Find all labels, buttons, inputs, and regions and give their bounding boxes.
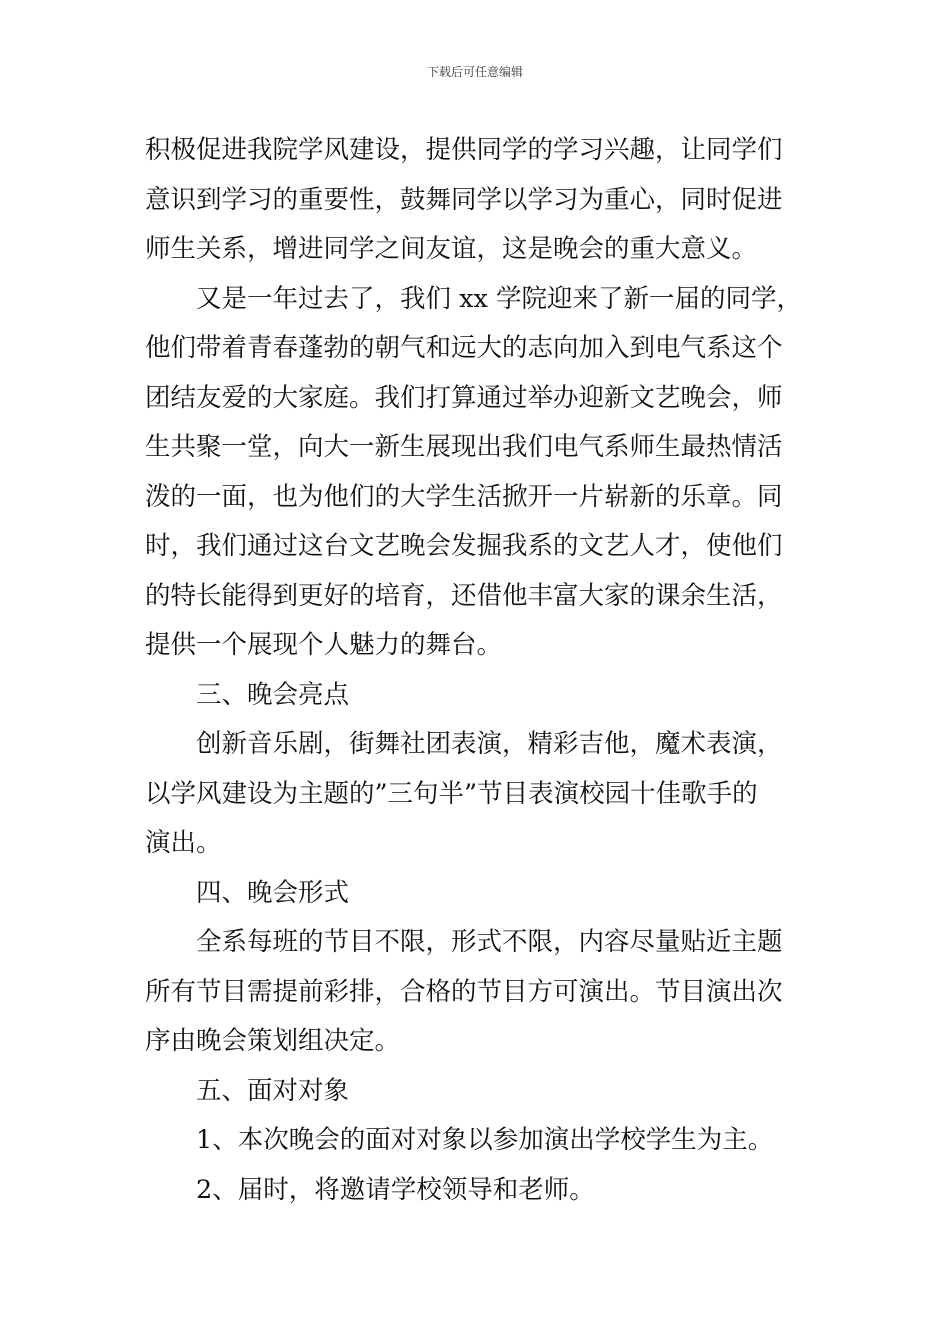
list-item-audience-2 (145, 1166, 815, 1216)
text-line: 意识到学习的重要性，鼓舞同学以学习为重心，同时促进 (145, 184, 783, 215)
section-heading: 五、面对对象 (196, 1075, 350, 1106)
section-heading-format (145, 869, 815, 919)
list-item-audience-1 (145, 1116, 815, 1166)
text-line: 泼的一面，也为他们的大学生活掀开一片崭新的乐章。同 (145, 481, 783, 512)
text-line: 所有节目需提前彩排，合格的节目方可演出。节目演出次 (145, 976, 783, 1007)
document-body (145, 126, 815, 1215)
text-line: 的特长能得到更好的培育，还借他丰富大家的课余生活， (145, 580, 783, 611)
text-line: 序由晚会策划组决定。 (145, 1026, 401, 1056)
text-line: 创新音乐剧，街舞社团表演，精彩吉他，魔术表演， (196, 729, 783, 759)
list-item: 2、届时，将邀请学校领导和老师。 (196, 1174, 595, 1205)
section-heading: 四、晚会形式 (196, 877, 350, 908)
header-note: 下载后可任意编辑 (426, 65, 523, 79)
section-heading-audience (145, 1067, 815, 1117)
section-heading: 三、晚会亮点 (196, 679, 350, 710)
paragraph-format (145, 918, 815, 1067)
text-line: 积极促进我院学风建设，提供同学的学习兴趣，让同学们 (145, 135, 783, 165)
paragraph-significance (145, 126, 815, 275)
text-line: 生共聚一堂，向大一新生展现出我们电气系师生最热情活 (145, 432, 783, 462)
text-line: 提供一个展现个人魅力的舞台。 (145, 630, 503, 660)
paragraph-highlights (145, 720, 815, 869)
list-item: 1、本次晚会的面对对象以参加演出学校学生为主。 (196, 1125, 774, 1155)
paragraph-background (145, 275, 815, 671)
text-line: 演出。 (145, 828, 222, 858)
text-line: 时，我们通过这台文艺晚会发掘我系的文艺人才，使他们 (145, 531, 783, 561)
text-line: 又是一年过去了，我们 xx 学院迎来了新一届的同学， (196, 283, 802, 314)
section-heading-highlights (145, 671, 815, 721)
text-line: 师生关系，增进同学之间友谊，这是晚会的重大意义。 (145, 234, 758, 264)
text-line: 全系每班的节目不限，形式不限，内容尽量贴近主题 (196, 927, 783, 957)
text-line: 他们带着青春蓬勃的朝气和远大的志向加入到电气系这个 (145, 333, 783, 363)
text-line: 团结友爱的大家庭。我们打算通过举办迎新文艺晚会，师 (145, 382, 783, 413)
text-line: 以学风建设为主题的”三句半”节目表演校园十佳歌手的 (145, 778, 758, 809)
